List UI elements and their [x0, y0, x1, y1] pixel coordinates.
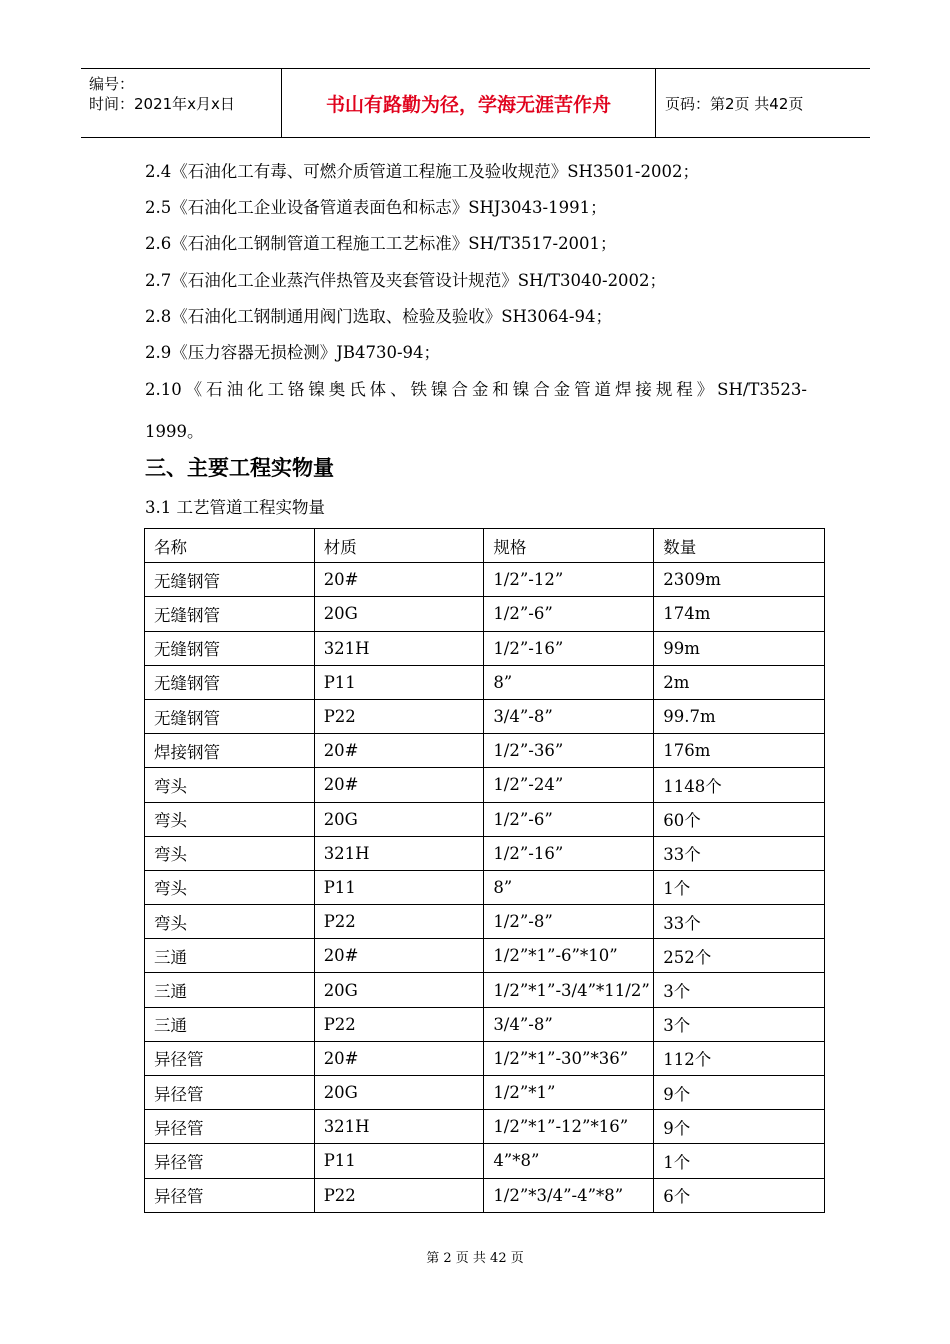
column-header-material: 材质	[314, 529, 484, 563]
cell-name: 异径管	[145, 1178, 315, 1212]
cell-quantity: 33个	[654, 836, 825, 870]
cell-name: 三通	[145, 939, 315, 973]
cell-material: 20#	[314, 734, 484, 768]
cell-spec: 8”	[484, 665, 654, 699]
header-motto: 书山有路勤为径，学海无涯苦作舟	[281, 69, 656, 137]
table-row	[145, 836, 825, 870]
quantity-table	[144, 528, 825, 1213]
cell-spec: 3/4”-8”	[484, 699, 654, 733]
reference-item: 2.7《石油化工企业蒸汽伴热管及夹套管设计规范》SH/T3040-2002；	[145, 271, 667, 290]
header-page-info: 页码：第2页 共42页	[665, 94, 804, 113]
table-row	[145, 1110, 825, 1144]
cell-material: P11	[314, 665, 484, 699]
cell-material: P22	[314, 1178, 484, 1212]
cell-spec: 1/2”-24”	[484, 768, 654, 802]
cell-material: P22	[314, 699, 484, 733]
cell-quantity: 99.7m	[654, 699, 825, 733]
cell-quantity: 6个	[654, 1178, 825, 1212]
table-row	[145, 905, 825, 939]
cell-name: 异径管	[145, 1144, 315, 1178]
cell-quantity: 9个	[654, 1110, 825, 1144]
reference-item: 2.8《石油化工钢制通用阀门选取、检验及验收》SH3064-94；	[145, 307, 612, 326]
cell-quantity: 112个	[654, 1041, 825, 1075]
cell-material: 321H	[314, 836, 484, 870]
cell-spec: 1/2”*1”-30”*36”	[484, 1041, 654, 1075]
table-row	[145, 1076, 825, 1110]
cell-name: 弯头	[145, 802, 315, 836]
table-row	[145, 699, 825, 733]
column-header-name: 名称	[145, 529, 315, 563]
reference-item: 2.9《压力容器无损检测》JB4730-94；	[145, 343, 441, 362]
cell-material: 20#	[314, 939, 484, 973]
cell-quantity: 174m	[654, 597, 825, 631]
cell-spec: 1/2”*1”	[484, 1076, 654, 1110]
table-row	[145, 939, 825, 973]
cell-spec: 1/2”-36”	[484, 734, 654, 768]
cell-material: 321H	[314, 631, 484, 665]
cell-name: 无缝钢管	[145, 563, 315, 597]
cell-name: 弯头	[145, 870, 315, 904]
cell-quantity: 2m	[654, 665, 825, 699]
document-date-label: 时间：2021年x月x日	[89, 95, 235, 113]
cell-spec: 1/2”-12”	[484, 563, 654, 597]
cell-quantity: 99m	[654, 631, 825, 665]
cell-spec: 1/2”*1”-12”*16”	[484, 1110, 654, 1144]
cell-spec: 1/2”*3/4”-4”*8”	[484, 1178, 654, 1212]
reference-item: 2.6《石油化工钢制管道工程施工工艺标准》SH/T3517-2001；	[145, 234, 617, 253]
table-row	[145, 870, 825, 904]
cell-quantity: 1个	[654, 1144, 825, 1178]
cell-quantity: 2309m	[654, 563, 825, 597]
cell-name: 无缝钢管	[145, 631, 315, 665]
cell-spec: 1/2”*1”-6”*10”	[484, 939, 654, 973]
cell-name: 弯头	[145, 836, 315, 870]
cell-quantity: 3个	[654, 973, 825, 1007]
table-row	[145, 1178, 825, 1212]
cell-name: 无缝钢管	[145, 699, 315, 733]
reference-item-long: 2.10《石油化工铬镍奥氏体、铁镍合金和镍合金管道焊接规程》SH/T3523-	[145, 380, 807, 399]
page-footer: 第 2 页 共 42 页	[426, 1251, 524, 1266]
cell-material: 20#	[314, 563, 484, 597]
cell-spec: 1/2”-16”	[484, 836, 654, 870]
cell-quantity: 60个	[654, 802, 825, 836]
cell-quantity: 33个	[654, 905, 825, 939]
cell-material: 20G	[314, 973, 484, 1007]
cell-name: 焊接钢管	[145, 734, 315, 768]
table-row	[145, 665, 825, 699]
table-row	[145, 734, 825, 768]
reference-item: 2.4《石油化工有毒、可燃介质管道工程施工及验收规范》SH3501-2002；	[145, 162, 699, 181]
document-number-label: 编号：	[89, 75, 135, 93]
cell-quantity: 1个	[654, 870, 825, 904]
cell-spec: 1/2”-6”	[484, 802, 654, 836]
cell-spec: 4”*8”	[484, 1144, 654, 1178]
cell-spec: 1/2”-16”	[484, 631, 654, 665]
cell-name: 弯头	[145, 905, 315, 939]
cell-name: 三通	[145, 973, 315, 1007]
table-row	[145, 802, 825, 836]
table-row	[145, 631, 825, 665]
cell-name: 弯头	[145, 768, 315, 802]
cell-quantity: 9个	[654, 1076, 825, 1110]
cell-spec: 1/2”*1”-3/4”*11/2”	[484, 973, 654, 1007]
cell-material: 20G	[314, 597, 484, 631]
cell-material: 20G	[314, 802, 484, 836]
cell-spec: 1/2”-6”	[484, 597, 654, 631]
cell-material: P22	[314, 905, 484, 939]
column-header-spec: 规格	[484, 529, 654, 563]
column-header-quantity: 数量	[654, 529, 825, 563]
cell-name: 无缝钢管	[145, 665, 315, 699]
cell-quantity: 252个	[654, 939, 825, 973]
table-row	[145, 973, 825, 1007]
cell-name: 无缝钢管	[145, 597, 315, 631]
cell-name: 三通	[145, 1007, 315, 1041]
subsection-title: 3.1 工艺管道工程实物量	[145, 498, 325, 517]
cell-material: 321H	[314, 1110, 484, 1144]
table-row	[145, 597, 825, 631]
table-row	[145, 1007, 825, 1041]
reference-item: 2.5《石油化工企业设备管道表面色和标志》SHJ3043-1991；	[145, 198, 607, 217]
section-title: 三、主要工程实物量	[145, 456, 334, 480]
cell-material: 20#	[314, 768, 484, 802]
cell-quantity: 176m	[654, 734, 825, 768]
table-row	[145, 1041, 825, 1075]
cell-quantity: 3个	[654, 1007, 825, 1041]
cell-quantity: 1148个	[654, 768, 825, 802]
cell-material: P11	[314, 870, 484, 904]
header-meta	[81, 69, 281, 137]
cell-spec: 8”	[484, 870, 654, 904]
cell-material: P11	[314, 1144, 484, 1178]
table-header-row	[145, 529, 825, 563]
cell-spec: 1/2”-8”	[484, 905, 654, 939]
table-row	[145, 1144, 825, 1178]
cell-name: 异径管	[145, 1041, 315, 1075]
cell-material: 20G	[314, 1076, 484, 1110]
cell-name: 异径管	[145, 1110, 315, 1144]
reference-item-long-tail: 1999。	[145, 422, 204, 441]
page-header	[81, 68, 870, 138]
cell-name: 异径管	[145, 1076, 315, 1110]
cell-spec: 3/4”-8”	[484, 1007, 654, 1041]
cell-material: 20#	[314, 1041, 484, 1075]
cell-material: P22	[314, 1007, 484, 1041]
table-row	[145, 768, 825, 802]
table-row	[145, 563, 825, 597]
